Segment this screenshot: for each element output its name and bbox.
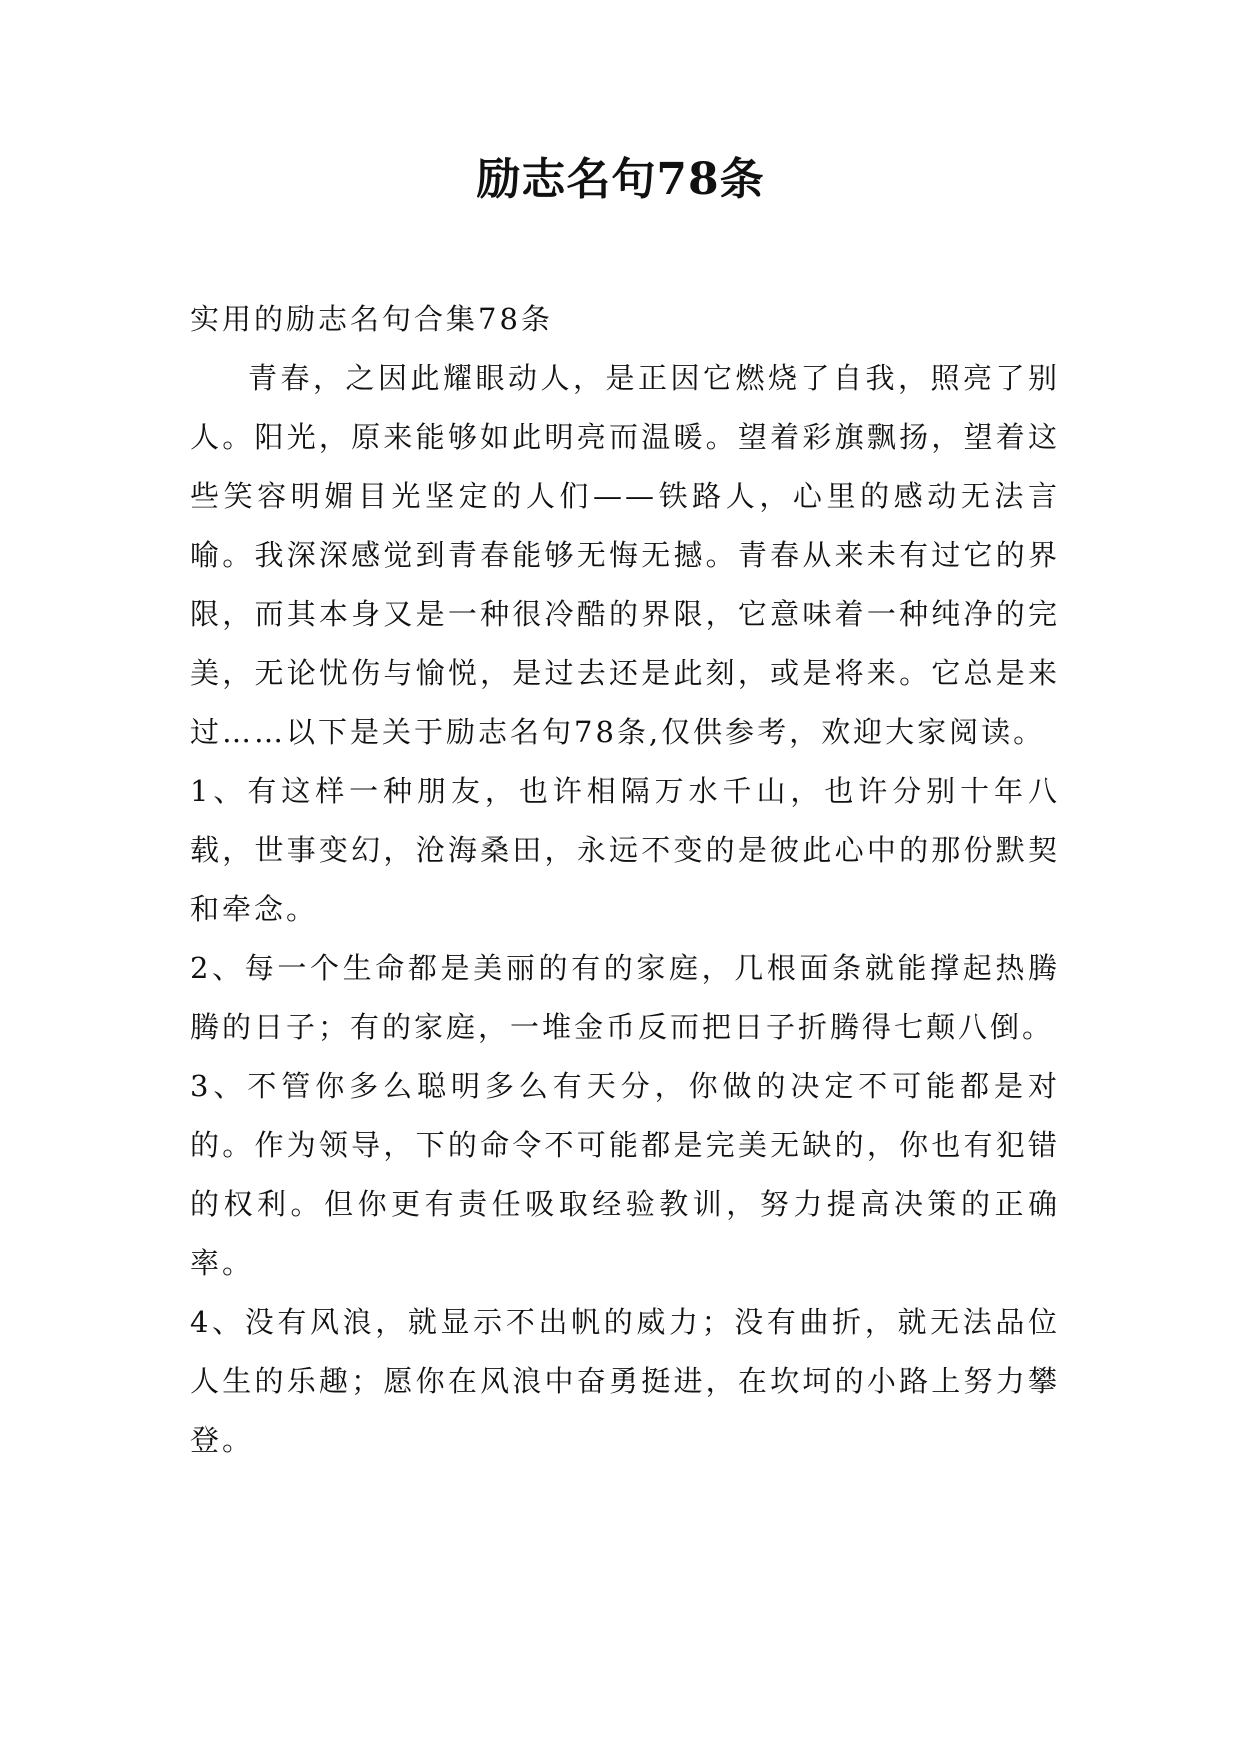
quote-item-4: 4、没有风浪，就显示不出帆的威力；没有曲折，就无法品位人生的乐趣；愿你在风浪中奋勇挺进，在坎坷的小路上努力攀登。 [190,1305,1060,1457]
quote-item-1: 1、有这样一种朋友，也许相隔万水千山，也许分别十年八载，世事变幻，沧海桑田，永远不变的是彼此心中的那份默契和牵念。 [190,774,1060,926]
document-subtitle: 实用的励志名句合集78条 [190,302,553,336]
document-title: 励志名句78条 [476,154,765,205]
quote-item-3: 3、不管你多么聪明多么有天分，你做的决定不可能都是对的。作为领导，下的命令不可能都是完美无缺的，你也有犯错的权利。但你更有责任吸取经验教训，努力提高决策的正确率。 [190,1069,1060,1280]
document-body [190,290,1060,1470]
quote-item-2: 2、每一个生命都是美丽的有的家庭，几根面条就能撑起热腾腾的日子；有的家庭，一堆金币反而把日子折腾得七颠八倒。 [190,951,1060,1044]
intro-paragraph: 青春，之因此耀眼动人，是正因它燃烧了自我，照亮了别人。阳光，原来能够如此明亮而温暖。望着彩旗飘扬，望着这些笑容明媚目光坚定的人们——铁路人，心里的感动无法言喻。我深深感觉到青春能够无悔无撼。青春从来未有过它的界限，而其本身又是一种很冷酷的界限，它意味着一种纯净的完美，无论忧伤与愉悦，是过去还是此刻，或是将来。它总是来过……以下是关于励志名句78条,仅供参考，欢迎大家阅读。 [190,361,1060,749]
